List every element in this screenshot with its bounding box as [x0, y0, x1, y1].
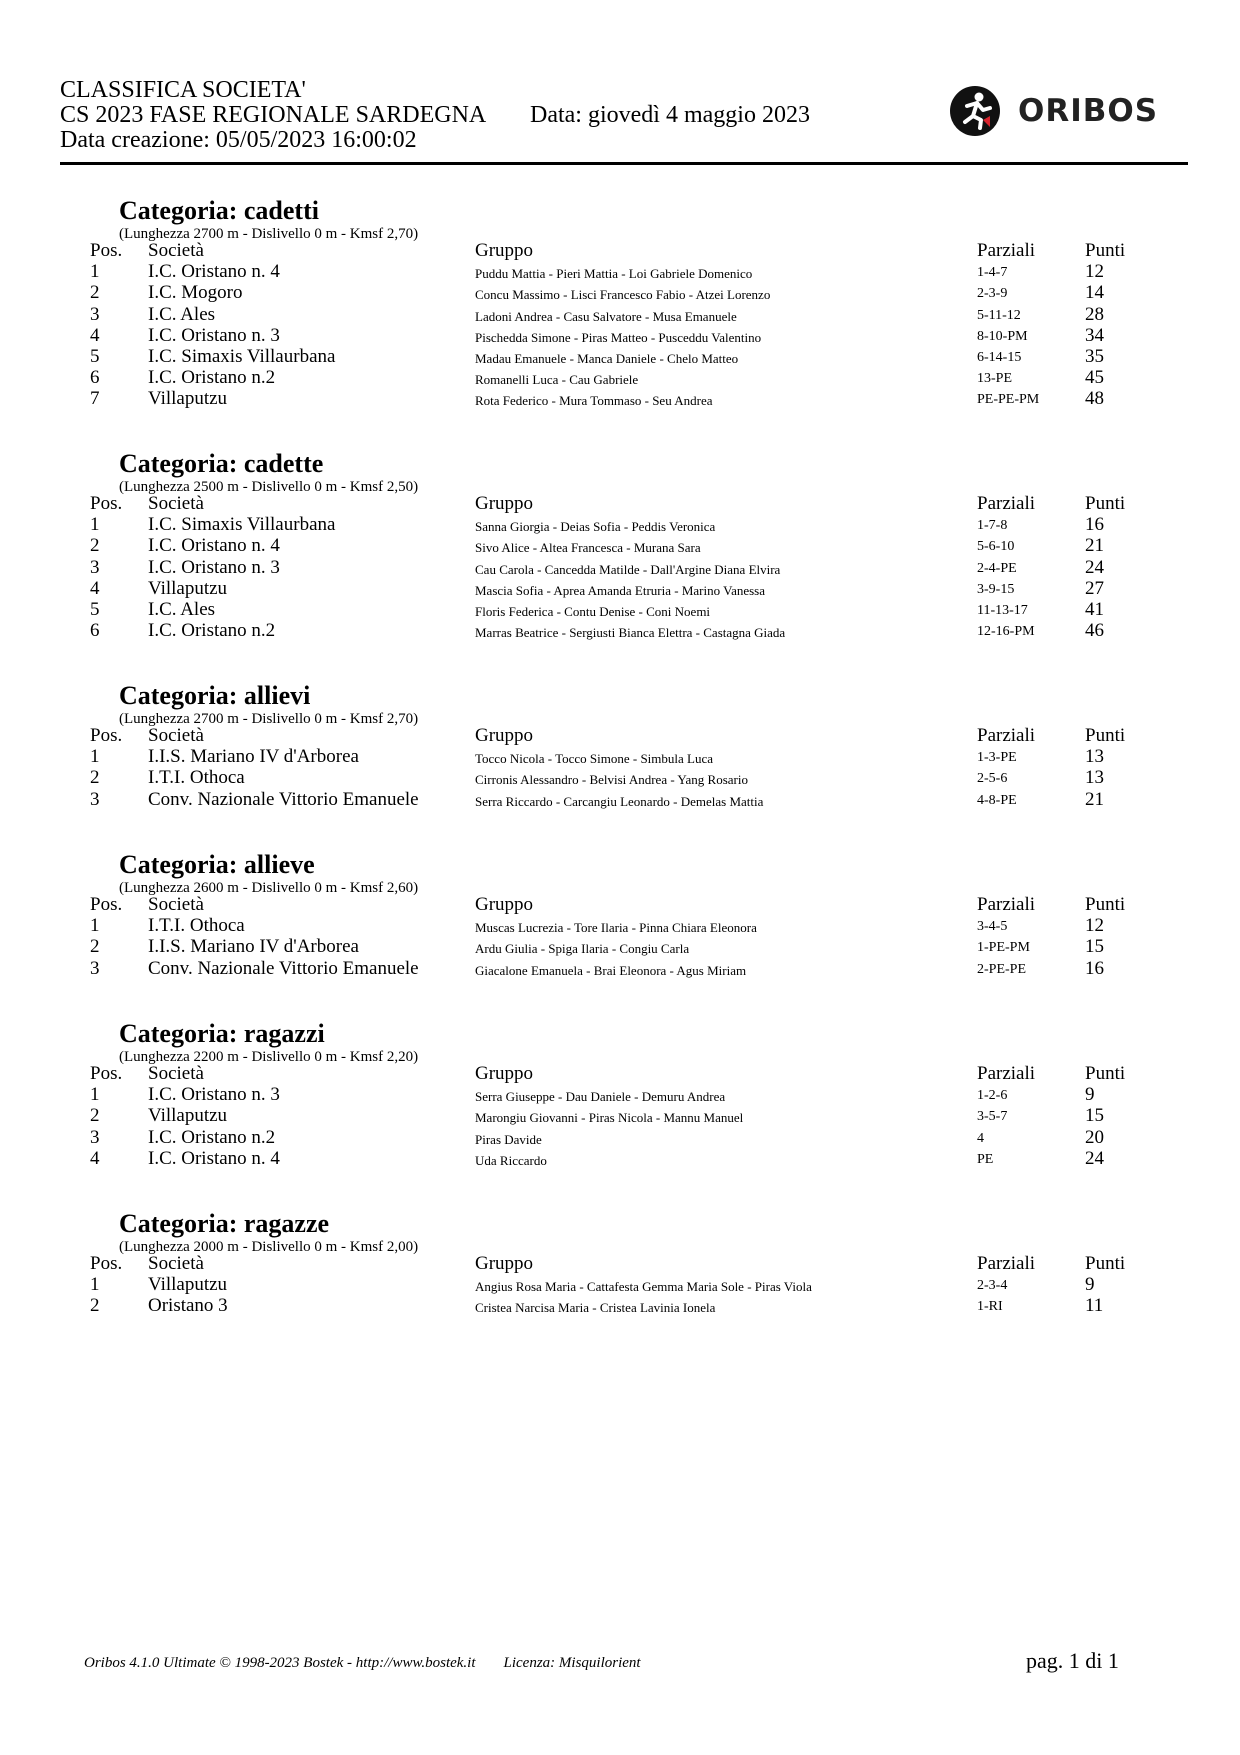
cell-pos: 6: [90, 620, 100, 642]
cell-societa: I.C. Oristano n. 4: [148, 1147, 280, 1169]
cell-punti: 21: [1085, 535, 1104, 557]
category-info: (Lunghezza 2600 m - Dislivello 0 m - Kmsf 2,60): [119, 880, 419, 896]
cell-punti: 27: [1085, 577, 1104, 599]
cell-societa: I.C. Simaxis Villaurbana: [148, 514, 336, 536]
cell-gruppo: Muscas Lucrezia - Tore Ilaria - Pinna Chiara Eleonora: [475, 920, 757, 936]
cell-pos: 2: [90, 282, 100, 304]
logo-text: ORIBOS: [1018, 93, 1159, 129]
cell-punti: 13: [1085, 746, 1104, 768]
footer: [84, 1655, 641, 1672]
cell-parziali: 11-13-17: [977, 603, 1028, 618]
cell-pos: 1: [90, 261, 100, 283]
cell-punti: 41: [1085, 599, 1104, 620]
cell-societa: Villaputzu: [148, 1274, 228, 1296]
column-header-parziali: Parziali: [977, 894, 1036, 915]
cell-pos: 3: [90, 1126, 100, 1148]
cell-pos: 4: [90, 577, 100, 599]
category-title: Categoria: allievi: [119, 681, 311, 710]
column-header-punti: Punti: [1085, 894, 1126, 915]
cell-societa: I.C. Ales: [148, 599, 216, 620]
column-header-gruppo: Gruppo: [475, 1253, 534, 1274]
cell-pos: 6: [90, 367, 100, 389]
cell-pos: 4: [90, 1147, 100, 1169]
category-title: Categoria: cadetti: [119, 196, 319, 225]
column-header-gruppo: Gruppo: [475, 725, 534, 746]
cell-societa: I.C. Oristano n. 3: [148, 324, 280, 346]
column-header-gruppo: Gruppo: [475, 493, 534, 514]
cell-parziali: 6-14-15: [977, 350, 1022, 365]
cell-gruppo: Marras Beatrice - Sergiusti Bianca Elettra - Castagna Giada: [475, 625, 786, 641]
cell-parziali: 2-3-9: [977, 286, 1008, 302]
cell-societa: I.T.I. Othoca: [148, 767, 245, 789]
cell-societa: Conv. Nazionale Vittorio Emanuele: [148, 957, 419, 979]
cell-gruppo: Cau Carola - Cancedda Matilde - Dall'Argine Diana Elvira: [475, 561, 781, 577]
cell-pos: 7: [90, 388, 100, 410]
cell-parziali: 2-3-4: [977, 1278, 1008, 1294]
cell-parziali: 3-9-15: [977, 581, 1015, 597]
cell-pos: 3: [90, 788, 100, 810]
cell-punti: 11: [1085, 1295, 1104, 1317]
cell-gruppo: Concu Massimo - Lisci Francesco Fabio - Atzei Lorenzo: [475, 287, 771, 303]
cell-punti: 14: [1085, 282, 1104, 304]
cell-punti: 24: [1085, 556, 1104, 578]
cell-pos: 2: [90, 767, 100, 789]
column-header-pos: Pos.: [90, 725, 123, 746]
event-date: Data: giovedì 4 maggio 2023: [530, 102, 810, 128]
cell-societa: I.I.S. Mariano IV d'Arborea: [148, 746, 359, 768]
cell-pos: 3: [90, 957, 100, 979]
cell-parziali: 3-5-7: [977, 1109, 1008, 1125]
column-header-societa: Società: [148, 1253, 204, 1274]
cell-gruppo: Rota Federico - Mura Tommaso - Seu Andrea: [475, 393, 713, 409]
table-row: [90, 958, 1150, 982]
cell-societa: Villaputzu: [148, 1105, 228, 1127]
cell-societa: I.C. Oristano n. 3: [148, 556, 280, 578]
cell-gruppo: Tocco Nicola - Tocco Simone - Simbula Luca: [475, 751, 714, 767]
cell-societa: I.C. Oristano n. 3: [148, 1084, 280, 1106]
report-header: [60, 78, 1188, 165]
footer-license: Licenza: Misquilorient: [503, 1655, 641, 1671]
cell-pos: 1: [90, 1084, 100, 1106]
creation-date: Data creazione: 05/05/2023 16:00:02: [60, 127, 417, 153]
column-header-pos: Pos.: [90, 894, 123, 915]
cell-pos: 2: [90, 535, 100, 557]
column-header-punti: Punti: [1085, 725, 1126, 746]
cell-punti: 46: [1085, 620, 1104, 642]
cell-gruppo: Puddu Mattia - Pieri Mattia - Loi Gabriele Domenico: [475, 266, 753, 282]
cell-punti: 9: [1085, 1274, 1095, 1296]
table-row: [90, 789, 1150, 813]
runner-icon: [950, 86, 1000, 136]
cell-punti: 34: [1085, 324, 1104, 346]
cell-societa: I.C. Oristano n. 4: [148, 535, 280, 557]
cell-punti: 12: [1085, 915, 1104, 937]
table-row: [90, 620, 1150, 644]
cell-punti: 48: [1085, 388, 1104, 410]
cell-societa: I.C. Mogoro: [148, 282, 243, 304]
column-header-parziali: Parziali: [977, 1253, 1036, 1274]
cell-gruppo: Piras Davide: [475, 1131, 542, 1147]
cell-pos: 2: [90, 1295, 100, 1317]
cell-parziali: 1-2-6: [977, 1088, 1008, 1104]
cell-gruppo: Cristea Narcisa Maria - Cristea Lavinia Ionela: [475, 1300, 716, 1316]
cell-punti: 9: [1085, 1084, 1095, 1106]
column-header-punti: Punti: [1085, 240, 1126, 261]
cell-punti: 15: [1085, 936, 1104, 958]
cell-pos: 1: [90, 915, 100, 937]
cell-parziali: 12-16-PM: [977, 624, 1035, 640]
category-info: (Lunghezza 2700 m - Dislivello 0 m - Kmsf 2,70): [119, 226, 419, 242]
cell-pos: 2: [90, 936, 100, 958]
table-row: [90, 1295, 1150, 1319]
table-row: [90, 1148, 1150, 1172]
cell-gruppo: Romanelli Luca - Cau Gabriele: [475, 372, 639, 388]
report-title: CLASSIFICA SOCIETA': [60, 77, 306, 103]
cell-gruppo: Sivo Alice - Altea Francesca - Murana Sara: [475, 540, 701, 556]
cell-parziali: 8-10-PM: [977, 328, 1028, 344]
column-header-gruppo: Gruppo: [475, 894, 534, 915]
cell-parziali: 1-RI: [977, 1299, 1003, 1315]
category-title: Categoria: ragazzi: [119, 1019, 325, 1048]
cell-parziali: 1-PE-PM: [977, 940, 1030, 956]
cell-gruppo: Sanna Giorgia - Deias Sofia - Peddis Veronica: [475, 519, 716, 535]
cell-pos: 3: [90, 556, 100, 578]
cell-gruppo: Cirronis Alessandro - Belvisi Andrea - Yang Rosario: [475, 772, 748, 788]
cell-parziali: PE-PE-PM: [977, 392, 1040, 408]
cell-parziali: 1-3-PE: [977, 750, 1017, 766]
category-info: (Lunghezza 2700 m - Dislivello 0 m - Kmsf 2,70): [119, 711, 419, 727]
cell-parziali: 13-PE: [977, 371, 1012, 387]
column-header-societa: Società: [148, 1063, 204, 1084]
category-title: Categoria: allieve: [119, 850, 315, 879]
category-title: Categoria: ragazze: [119, 1209, 330, 1238]
cell-societa: I.C. Oristano n.2: [148, 1126, 276, 1148]
cell-pos: 3: [90, 303, 100, 325]
event-name: CS 2023 FASE REGIONALE SARDEGNA: [60, 102, 487, 128]
cell-societa: I.T.I. Othoca: [148, 915, 245, 937]
column-header-punti: Punti: [1085, 1253, 1126, 1274]
cell-gruppo: Ardu Giulia - Spiga Ilaria - Congiu Carla: [475, 941, 690, 957]
column-header-societa: Società: [148, 240, 204, 261]
cell-societa: Oristano 3: [148, 1295, 228, 1317]
cell-parziali: 1-4-7: [977, 265, 1008, 281]
cell-gruppo: Uda Riccardo: [475, 1152, 547, 1168]
cell-gruppo: Madau Emanuele - Manca Daniele - Chelo Matteo: [475, 351, 739, 366]
category-info: (Lunghezza 2200 m - Dislivello 0 m - Kmsf 2,20): [119, 1049, 419, 1065]
cell-parziali: 5-6-10: [977, 539, 1015, 555]
cell-parziali: 1-7-8: [977, 518, 1008, 534]
cell-societa: I.I.S. Mariano IV d'Arborea: [148, 936, 359, 958]
cell-gruppo: Serra Giuseppe - Dau Daniele - Demuru Andrea: [475, 1089, 726, 1105]
cell-parziali: 2-4-PE: [977, 560, 1017, 576]
column-header-gruppo: Gruppo: [475, 240, 534, 261]
cell-punti: 12: [1085, 261, 1104, 283]
cell-pos: 1: [90, 746, 100, 768]
cell-punti: 16: [1085, 957, 1104, 979]
cell-punti: 21: [1085, 788, 1104, 810]
cell-societa: I.C. Ales: [148, 303, 216, 325]
category-info: (Lunghezza 2000 m - Dislivello 0 m - Kmsf 2,00): [119, 1239, 419, 1255]
cell-societa: Conv. Nazionale Vittorio Emanuele: [148, 788, 419, 810]
cell-societa: I.C. Oristano n. 4: [148, 261, 280, 283]
column-header-parziali: Parziali: [977, 1063, 1036, 1084]
column-header-pos: Pos.: [90, 1063, 123, 1084]
footer-software: Oribos 4.1.0 Ultimate © 1998-2023 Bostek - http://www.bostek.it: [84, 1655, 476, 1671]
cell-parziali: 4: [977, 1130, 984, 1146]
cell-punti: 35: [1085, 346, 1104, 367]
cell-pos: 4: [90, 324, 100, 346]
cell-parziali: 2-PE-PE: [977, 961, 1026, 977]
cell-pos: 5: [90, 346, 100, 367]
cell-pos: 1: [90, 514, 100, 536]
cell-gruppo: Pischedda Simone - Piras Matteo - Pusceddu Valentino: [475, 329, 762, 345]
cell-punti: 13: [1085, 767, 1104, 789]
column-header-punti: Punti: [1085, 1063, 1126, 1084]
cell-punti: 20: [1085, 1126, 1104, 1148]
page-number: pag. 1 di 1: [1026, 1648, 1119, 1673]
table-row: [90, 388, 1150, 412]
column-header-societa: Società: [148, 725, 204, 746]
column-header-parziali: Parziali: [977, 240, 1036, 261]
cell-gruppo: Serra Riccardo - Carcangiu Leonardo - Demelas Mattia: [475, 793, 764, 809]
cell-punti: 24: [1085, 1147, 1104, 1169]
cell-punti: 28: [1085, 303, 1104, 325]
cell-gruppo: Marongiu Giovanni - Piras Nicola - Mannu Manuel: [475, 1110, 744, 1126]
cell-pos: 2: [90, 1105, 100, 1127]
cell-punti: 15: [1085, 1105, 1104, 1127]
cell-societa: I.C. Simaxis Villaurbana: [148, 346, 336, 367]
cell-pos: 5: [90, 599, 100, 620]
column-header-gruppo: Gruppo: [475, 1063, 534, 1084]
cell-societa: I.C. Oristano n.2: [148, 367, 276, 389]
cell-societa: Villaputzu: [148, 388, 228, 410]
column-header-societa: Società: [148, 493, 204, 514]
column-header-pos: Pos.: [90, 493, 123, 514]
cell-parziali: 5-11-12: [977, 307, 1021, 323]
column-header-pos: Pos.: [90, 1253, 123, 1274]
cell-societa: Villaputzu: [148, 577, 228, 599]
column-header-parziali: Parziali: [977, 725, 1036, 746]
category-info: (Lunghezza 2500 m - Dislivello 0 m - Kmsf 2,50): [119, 479, 419, 495]
cell-gruppo: Mascia Sofia - Aprea Amanda Etruria - Marino Vanessa: [475, 582, 766, 598]
cell-societa: I.C. Oristano n.2: [148, 620, 276, 642]
cell-parziali: 3-4-5: [977, 919, 1008, 935]
cell-gruppo: Floris Federica - Contu Denise - Coni Noemi: [475, 604, 711, 619]
cell-parziali: 2-5-6: [977, 771, 1008, 787]
column-header-parziali: Parziali: [977, 493, 1036, 514]
column-header-societa: Società: [148, 894, 204, 915]
column-header-pos: Pos.: [90, 240, 123, 261]
cell-pos: 1: [90, 1274, 100, 1296]
category-title: Categoria: cadette: [119, 449, 324, 478]
column-header-punti: Punti: [1085, 493, 1126, 514]
cell-punti: 16: [1085, 514, 1104, 536]
cell-gruppo: Angius Rosa Maria - Cattafesta Gemma Maria Sole - Piras Viola: [475, 1279, 812, 1295]
oribos-logo: [950, 86, 1188, 142]
cell-parziali: 4-8-PE: [977, 792, 1017, 808]
cell-gruppo: Ladoni Andrea - Casu Salvatore - Musa Emanuele: [475, 308, 737, 324]
cell-gruppo: Giacalone Emanuela - Brai Eleonora - Agus Miriam: [475, 962, 747, 978]
cell-punti: 45: [1085, 367, 1104, 389]
cell-parziali: PE: [977, 1151, 994, 1167]
